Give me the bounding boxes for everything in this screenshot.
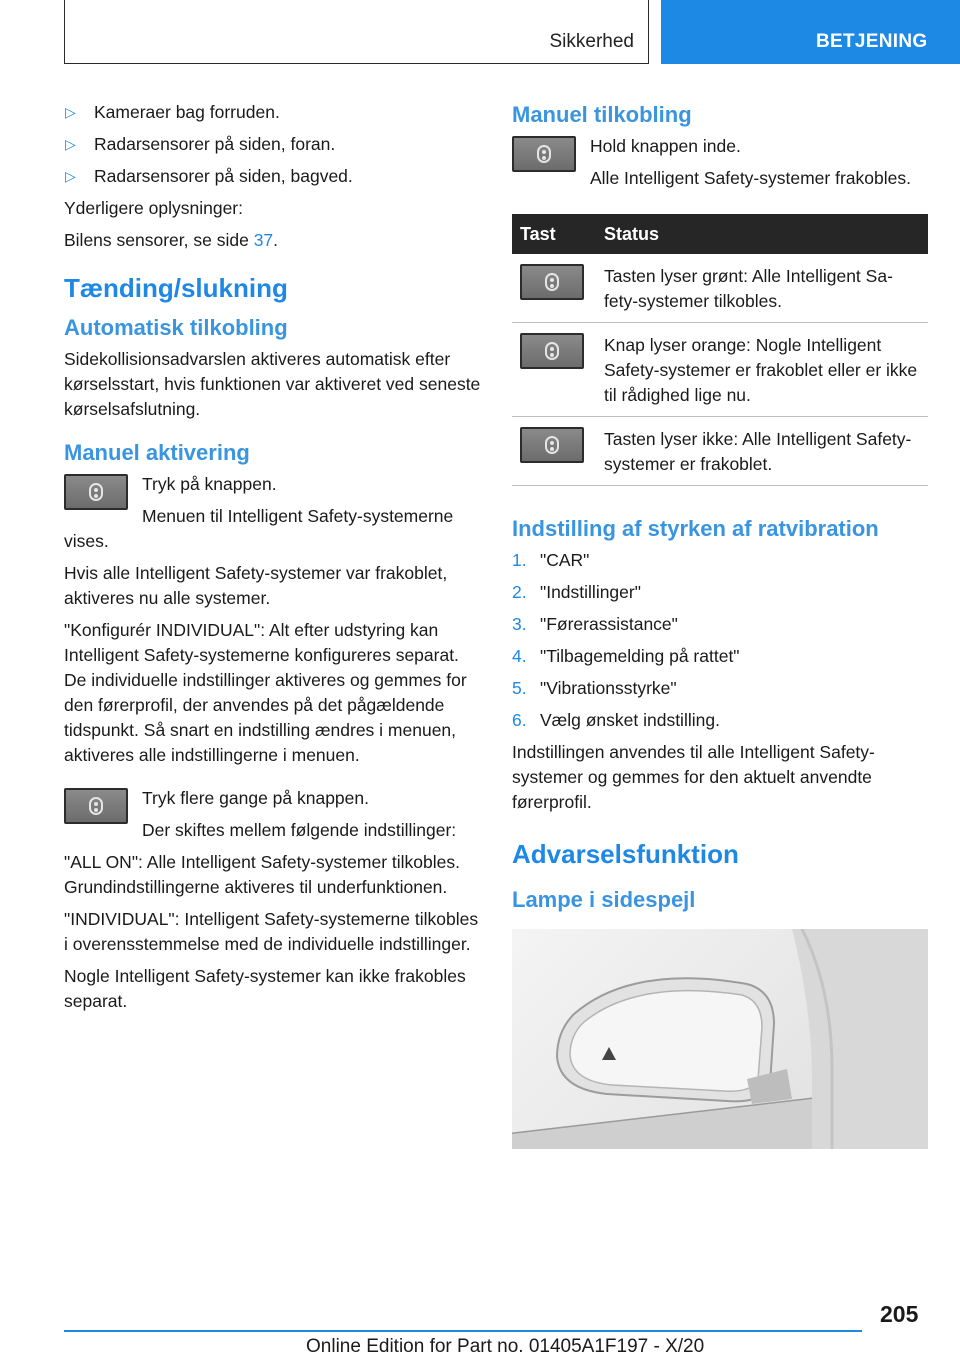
table-header-status: Status — [596, 214, 928, 254]
vibration-note: Indstillingen anvendes til alle Intelligent Safety-systemer og gemmes for den aktuelt anvendte førerprofil. — [512, 742, 875, 812]
safety-button-icon — [520, 427, 584, 463]
safety-button-icon — [512, 136, 576, 172]
sensor-reference: Bilens sensorer, se side 37. — [64, 230, 279, 250]
list-item: 1. "CAR" — [512, 550, 590, 570]
table-row: Knap lyser orange: Nogle Intelligent Safety-systemer er frakoblet eller er ikke til rådighed lige nu. — [512, 323, 928, 417]
triangle-bullet-icon: ▷ — [65, 136, 76, 152]
right-column — [512, 100, 928, 1149]
list-item: 5. "Vibrationsstyrke" — [512, 678, 677, 698]
allon-text: "ALL ON": Alle Intelligent Safety-systemer tilkobles. Grundindstillingerne aktiveres til underfunktionen. — [64, 852, 460, 897]
page-reference-link[interactable]: 37 — [253, 230, 274, 250]
steps-list — [512, 548, 928, 733]
subheading-manual-off: Manuel tilkobling — [512, 102, 692, 127]
header-chapter-title: BETJENING — [816, 31, 928, 52]
status-table — [512, 214, 928, 486]
subheading-auto: Automatisk tilkobling — [64, 315, 288, 340]
subheading-lamp: Lampe i sidespejl — [512, 887, 696, 912]
safety-button-icon — [64, 788, 128, 824]
section-heading-ignition: Tænding/slukning — [64, 273, 288, 303]
table-row: Tasten lyser grønt: Alle Intelligent Safety-systemer tilkobles. — [512, 254, 928, 323]
bullet-item: ▷ Kameraer bag forruden. — [64, 100, 482, 125]
left-column — [64, 100, 482, 1021]
header-section-title: Sikkerhed — [549, 31, 634, 52]
side-mirror-illustration — [512, 929, 928, 1149]
triangle-bullet-icon: ▷ — [65, 104, 76, 120]
footer-divider — [64, 1330, 862, 1332]
edition-text: Online Edition for Part no. 01405A1F197 - X/20 — [306, 1336, 705, 1357]
note-text: Nogle Intelligent Safety-systemer kan ikke frakobles separat. — [64, 966, 466, 1011]
manual-paragraph-1: Hvis alle Intelligent Safety-systemer var frakoblet, aktiveres nu alle systemer. — [64, 563, 448, 608]
bullet-item: ▷ Radarsensorer på siden, foran. — [64, 132, 482, 157]
button-instruction: Hold knappen inde. Alle Intelligent Safety-systemer frakobles. — [512, 134, 928, 198]
auto-text: Sidekollisionsadvarslen aktiveres automatisk efter kørselsstart, hvis funktionen var aktiveret ved seneste kørselsafslutning. — [64, 349, 481, 419]
subheading-manual-activation: Manuel aktivering — [64, 440, 250, 465]
manual-paragraph-2: "Konfigurér INDIVIDUAL": Alt efter udstyring kan Intelligent Safety-systemerne konfigureres separat. De individuelle indstillinger aktiveres og gemmes for den førerprofil, der anvendes på det pågældende tidspunkt. Så snart en indstilling ændres i menuen, aktiveres alle indstillingerne i menuen. — [64, 620, 467, 765]
subheading-vibration: Indstilling af styrken af ratvibration — [512, 516, 879, 541]
list-item: 4. "Tilbagemelding på rattet" — [512, 646, 740, 666]
table-header-key: Tast — [512, 214, 596, 254]
safety-button-icon — [520, 333, 584, 369]
individual-text: "INDIVIDUAL": Intelligent Safety-systemerne tilkobles i overensstemmelse med de individuelle indstillinger. — [64, 909, 479, 954]
page-number: 205 — [880, 1301, 919, 1327]
section-heading-warning: Advarselsfunktion — [512, 839, 739, 869]
list-item: 2. "Indstillinger" — [512, 582, 641, 602]
table-row: Tasten lyser ikke: Alle Intelligent Safety-systemer er frakoblet. — [512, 417, 928, 486]
triangle-bullet-icon: ▷ — [65, 168, 76, 184]
bullet-item: ▷ Radarsensorer på siden, bagved. — [64, 164, 482, 189]
header-section-tab — [64, 0, 649, 64]
button-instruction: Tryk på knappen. Menuen til Intelligent Safety-systemerne vises. — [64, 474, 454, 551]
button-instruction: Tryk flere gange på knappen. Der skiftes mellem følgende indstillinger: — [64, 786, 482, 850]
safety-button-icon — [520, 264, 584, 300]
more-info-label: Yderligere oplysninger: — [64, 198, 243, 218]
list-item: 3. "Førerassistance" — [512, 614, 678, 634]
header-chapter-tab — [661, 0, 960, 64]
safety-button-icon — [64, 474, 128, 510]
list-item: 6. Vælg ønsket indstilling. — [512, 710, 720, 730]
